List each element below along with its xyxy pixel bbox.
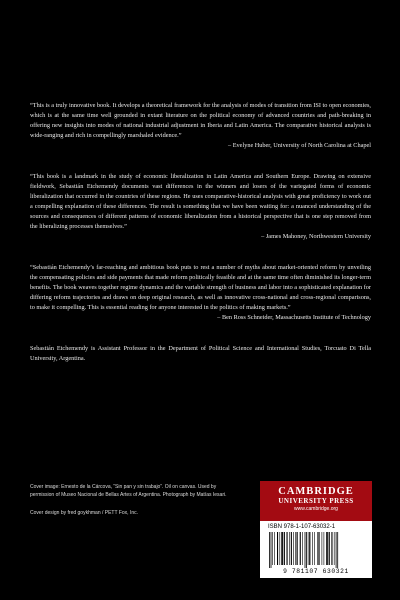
cover-image-credit: Cover image: Ernesto de la Cárcova, “Sin pan y sin trabajo”. Oil on canvas. Used by permission of Museo Nacional de Bellas Artes of Argentina. Photograph by Matías Iesari. — [30, 484, 227, 499]
review-2 — [30, 172, 371, 242]
review-quote: “Sebastián Etchemendy’s far-reaching and ambitious book puts to rest a number of myths about market-oriented reform by unveiling the compensating policies and side payments that made reform politically feasible and at the same time often diminished its longer-term benefits. The book weaves together regime dynamics and the variable strength of business and labor into a sophisticated explanation for differing reform trajectories and draws on deep original research, as well as innovative cross-national and cross-regional comparisons, to make it compelling. This is essential reading for anyone interested in the politics of making markets.” — [30, 264, 371, 311]
cover-credits — [30, 483, 240, 517]
review-1 — [30, 101, 371, 151]
review-quote: “This is a truly innovative book. It develops a theoretical framework for the analysis of modes of transition from ISI to open economies, which is at the same time well grounded in extant literature on the political economy of advanced countries and path-breaking in offering new insights into modes of national industrial adjustment in Iberia and Latin America. The comparative historical analysis is wide-ranging and rich in compellingly marshaled evidence.” — [30, 102, 371, 139]
cover-design-credit: Cover design by fred goykhman / PETT Fox, Inc. — [30, 509, 139, 516]
review-quote: “This book is a landmark in the study of economic liberalization in Latin America and Southern Europe. Drawing on extensive fieldwork, Sebastián Etchemendy documents vast differences in the winners and losers of the variegated forms of economic liberalization that occurred in the countries of these regions. He uses comparative-historical analysis with great proficiency to work out a compelling explanation of these differences. The result is something that we have been waiting for: a nuanced understanding of the sources and consequences of different patterns of economic liberalization from a historical perspective that is one step removed from the liberalizing processes themselves.” — [30, 173, 371, 230]
review-attribution: – Ben Ross Schneider, Massachusetts Institute of Technology — [217, 314, 371, 321]
barcode-panel — [260, 521, 372, 578]
publisher-logo — [260, 481, 372, 521]
reviews-section — [30, 101, 371, 364]
barcode-icon — [268, 532, 364, 568]
publisher-subtitle: UNIVERSITY PRESS — [278, 497, 354, 505]
publisher-url: www.cambridge.org — [294, 506, 338, 512]
isbn-label: ISBN 978-1-107-63032-1 — [268, 524, 336, 530]
publisher-name: CAMBRIDGE — [278, 486, 354, 497]
author-bio: Sebastián Etchemendy is Assistant Professor in the Department of Political Science and International Studies, Torcuato Di Tella University, Argentina. — [30, 345, 371, 362]
review-3 — [30, 263, 371, 323]
review-attribution: – James Mahoney, Northwestern University — [261, 233, 371, 240]
barcode-number: 9 781107 630321 — [283, 568, 349, 575]
review-attribution: – Evelyne Huber, University of North Carolina at Chapel — [228, 142, 371, 149]
